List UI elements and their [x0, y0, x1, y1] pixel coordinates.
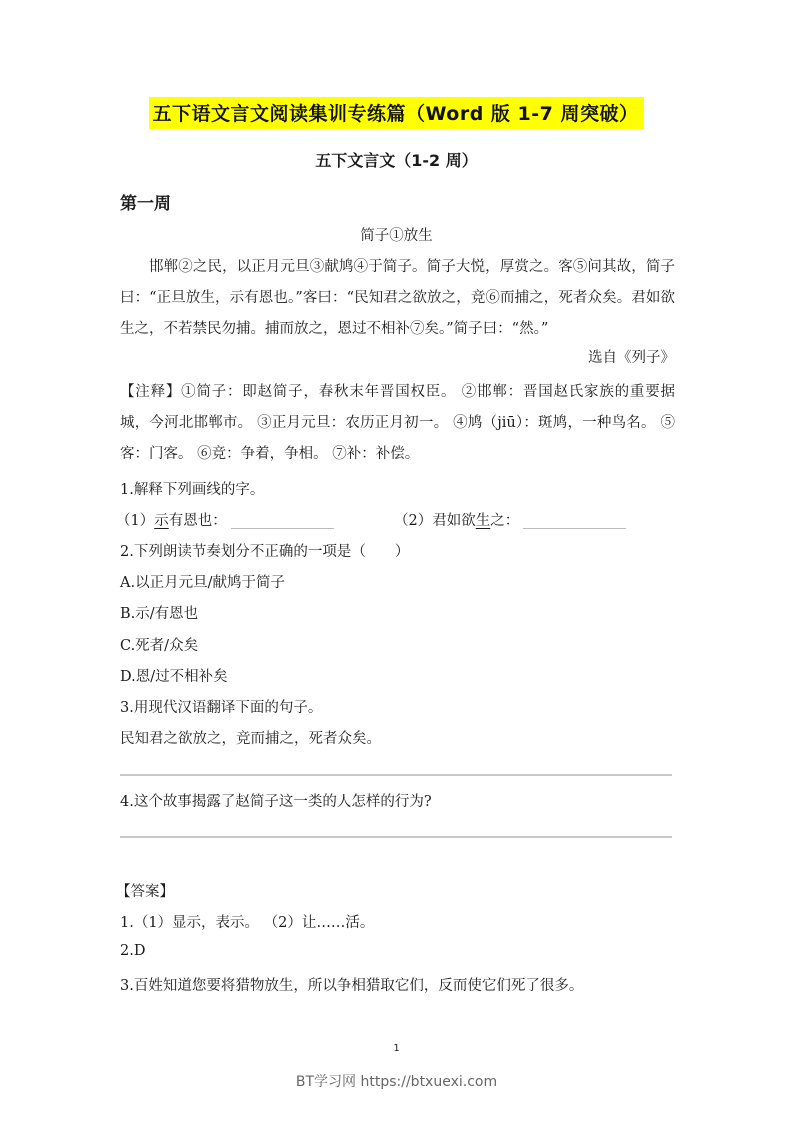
site-watermark: BT学习网 https://btxuexi.com	[295, 1074, 498, 1090]
passage-source: 选自《列子》	[588, 350, 675, 366]
question-2-option-d: D.恩/过不相补矣	[120, 669, 228, 685]
q1-item1-underlined-char: 示	[154, 513, 169, 529]
q1-item2-prefix: （2）君如欲	[394, 513, 476, 529]
document-title: 五下语文言文阅读集训专练篇（Word 版 1-7 周突破）	[149, 97, 645, 129]
answer-2: 2.D	[120, 943, 146, 959]
question-2-stem: 2.下列朗读节奏划分不正确的一项是（ ）	[120, 544, 410, 560]
question-3-sentence: 民知君之欲放之，竞而捕之，死者众矣。	[120, 731, 381, 747]
document-subtitle: 五下文言文（1-2 周）	[315, 151, 478, 170]
passage-title: 简子①放生	[360, 228, 433, 244]
question-4-stem: 4.这个故事揭露了赵简子这一类的人怎样的行为?	[120, 794, 432, 810]
answer-3: 3.百姓知道您要将猎物放生，所以争相猎取它们，反而使它们死了很多。	[120, 978, 584, 994]
question-2-option-c: C.死者/众矣	[120, 638, 199, 654]
question-3-stem: 3.用现代汉语翻译下面的句子。	[120, 700, 323, 716]
q1-item2-underlined-char: 生	[475, 513, 491, 529]
q1-item1-rest: 有恩也：	[168, 513, 227, 529]
question-3-answer-line[interactable]	[120, 774, 672, 776]
question-1-item-2	[394, 509, 626, 530]
question-1-item-1	[116, 509, 334, 530]
answers-heading: 【答案】	[116, 884, 174, 900]
passage-body: 邯郸②之民，以正月元旦③献鸠④于简子。简子大悦，厚赏之。客⑤问其故，简子曰：“正旦放生，示有恩也。”客曰：“民知君之欲放之，竞⑥而捕之，死者众矣。君如欲生之，不若禁民勿捕。捕而放之，恩过不相补⑦矣。”简子曰：“然。”	[120, 259, 675, 337]
page-number: 1	[393, 1043, 400, 1054]
question-2-option-a: A.以正月元旦/献鸠于简子	[120, 575, 285, 591]
q1-item1-answer-blank[interactable]	[231, 528, 334, 529]
question-4-answer-line[interactable]	[120, 836, 672, 838]
question-2-option-b: B.示/有恩也	[120, 606, 199, 622]
annotations: 【注释】①简子：即赵简子，春秋末年晋国权臣。 ②邯郸：晋国赵氏家族的重要据城，今河北邯郸市。 ③正月元旦：农历正月初一。 ④鸠（jiū）：斑鸠，一种鸟名。 ⑤客：门客。 ⑥竞：争着，争相。 ⑦补：补偿。	[120, 384, 675, 462]
q1-item2-rest: 之：	[490, 513, 520, 529]
week-heading: 第一周	[120, 194, 171, 214]
answer-1: 1.（1）显示，表示。 （2）让……活。	[120, 915, 375, 931]
title-container	[0, 97, 793, 129]
question-1-stem: 1.解释下列画线的字。	[120, 482, 265, 498]
q1-item2-answer-blank[interactable]	[523, 528, 626, 529]
q1-item1-prefix: （1）	[116, 513, 155, 529]
